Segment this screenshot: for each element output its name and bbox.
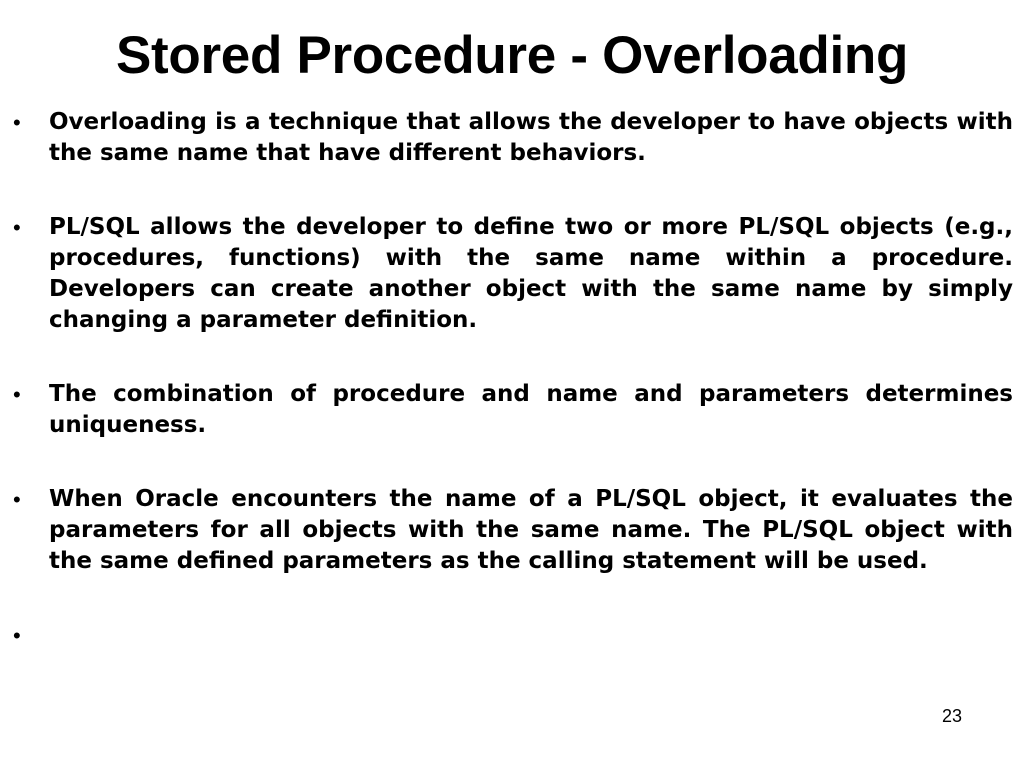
bullet-item-plsql-allows [13,212,1013,336]
bullet-item-overloading-definition [13,107,1013,169]
bullet-list [13,107,1013,651]
slide-title: Stored Procedure - Overloading [115,26,909,85]
bullet-dot-icon: • [13,110,21,135]
bullet-dot-icon: • [13,623,21,648]
bullet-dot-icon: • [13,215,21,240]
bullet-text: The combination of procedure and name and parameters determines uniqueness. [49,381,1013,438]
bullet-dot-icon: • [13,487,21,512]
bullet-text: PL/SQL allows the developer to define two or more PL/SQL objects (e.g., procedures, functions) with the same name within a procedure. Developers can create another object with the same name by simply changing a parameter definition. [49,214,1013,333]
bullet-item-oracle-evaluation [13,484,1013,577]
bullet-text: When Oracle encounters the name of a PL/SQL object, it evaluates the parameters for all objects with the same name. The PL/SQL object with the same defined parameters as the calling statement will be used. [49,486,1013,574]
bullet-dot-icon: • [13,382,21,407]
bullet-item-uniqueness [13,379,1013,441]
bullet-text: Overloading is a technique that allows the developer to have objects with the same name that have different behaviors. [49,109,1013,166]
bullet-item-empty [13,620,1013,651]
page-number: 23 [941,706,962,726]
